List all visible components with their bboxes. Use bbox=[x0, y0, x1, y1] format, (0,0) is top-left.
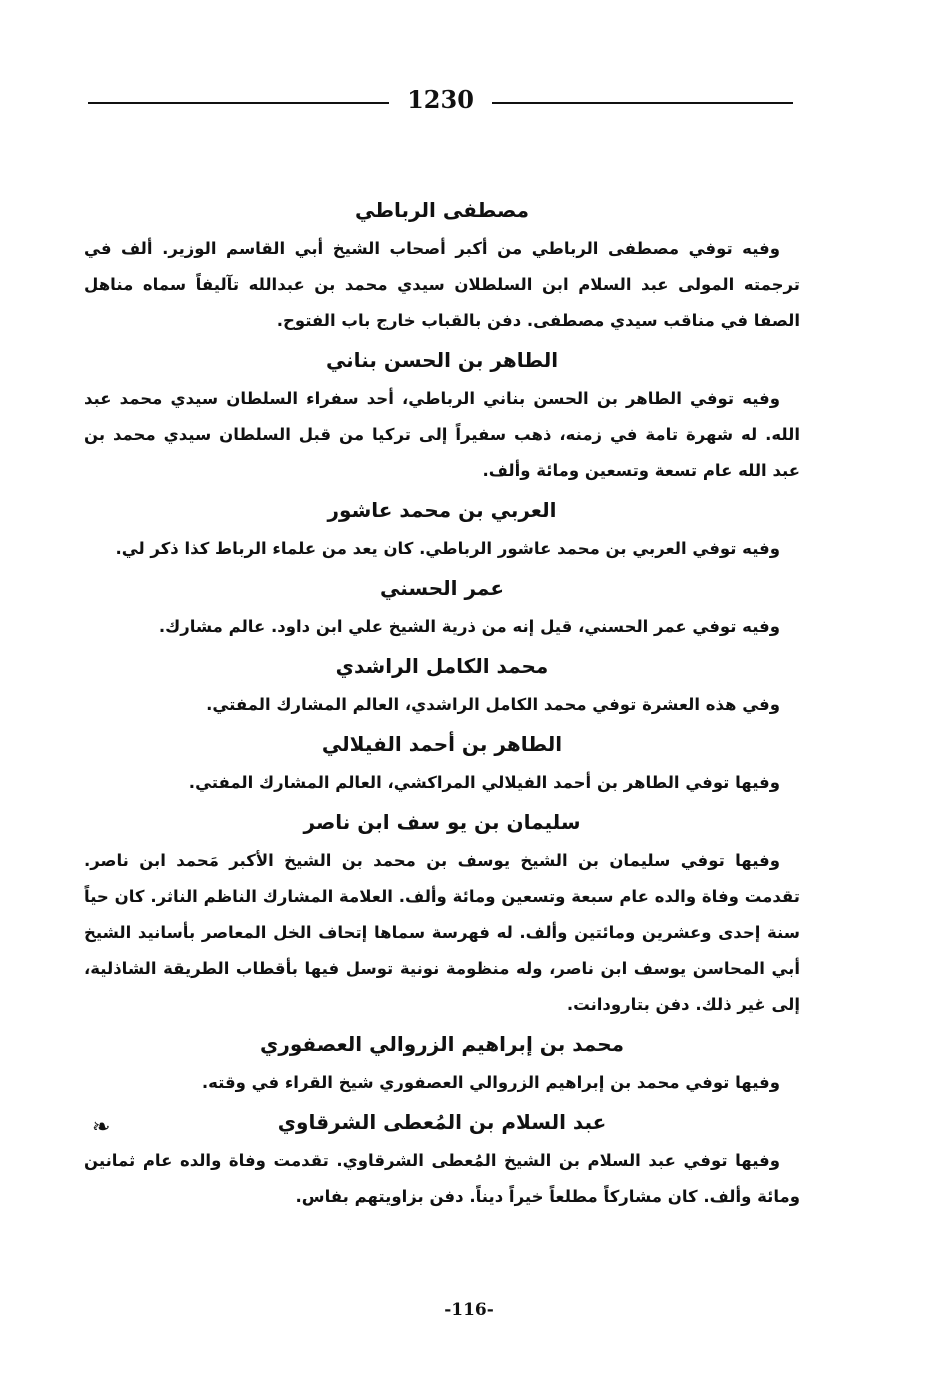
entry-heading: عبد السلام بن المُعطى الشرقاوي bbox=[277, 1110, 607, 1134]
entry-text: وفيها توفي الطاهر بن أحمد الفيلالي المراكشي، العالم المشارك المفتي. bbox=[188, 773, 780, 792]
entry-text: وفيه توفي مصطفى الرباطي من أكبر أصحاب الشيخ أبي القاسم الوزير. ألف في ترجمته المولى عبد السلام ابن السلطلان سيدي محمد بن عبدالله تآليفاً سماه مناهل الصفا في مناقب سيدي مصطفى. دفن بالقباب خارج باب الفتوح. bbox=[84, 239, 800, 330]
year-number: 1230 bbox=[407, 85, 474, 114]
header-rule-right bbox=[492, 102, 793, 104]
entry-heading: العربي بن محمد عاشور bbox=[327, 498, 557, 522]
header-rule-left bbox=[88, 102, 389, 104]
entry-heading: محمد الكامل الراشدي bbox=[335, 654, 549, 678]
entry-heading: الطاهر بن أحمد الفيلالي bbox=[321, 732, 563, 756]
entry-heading: محمد بن إبراهيم الزروالي العصفوري bbox=[260, 1032, 624, 1056]
entry-text: وفيه توفي الطاهر بن الحسن بناني الرباطي، أحد سفراء السلطان سيدي محمد عبد الله. له شهرة تامة في زمنه، ذهب سفيراً إلى تركيا من قبل السلطان سيدي محمد بن عبد الله عام تسعة وتسعين ومائة وألف. bbox=[84, 389, 800, 480]
entry-text: وفيها توفي محمد بن إبراهيم الزروالي العصفوري شيخ القراء في وقته. bbox=[201, 1073, 780, 1092]
section-end-ornament: ❧ bbox=[92, 1115, 111, 1140]
entry-text: وفيه توفي عمر الحسني، قيل إنه من ذرية الشيخ علي ابن داود. عالم مشارك. bbox=[158, 617, 780, 636]
entry-heading: مصطفى الرباطي bbox=[354, 198, 530, 222]
entry-text: وفيها توفي عبد السلام بن الشيخ المُعطى الشرقاوي. تقدمت وفاة والده عام ثمانين ومائة وألف. كان مشاركاً مطلعاً خيراً ديناً. دفن بزاويتهم بفاس. bbox=[84, 1151, 800, 1206]
page-number: -116- bbox=[444, 1300, 494, 1320]
entry-heading: عمر الحسني bbox=[379, 576, 504, 600]
entry-heading: الطاهر بن الحسن بناني bbox=[325, 348, 559, 372]
entry-text: وفي هذه العشرة توفي محمد الكامل الراشدي، العالم المشارك المفتي. bbox=[206, 695, 780, 714]
year-header bbox=[88, 80, 793, 120]
entry-text: وفيه توفي العربي بن محمد عاشور الرباطي. كان يعد من علماء الرباط كذا ذكر لي. bbox=[115, 539, 780, 558]
entries bbox=[84, 195, 800, 1221]
entry-heading: سليمان بن يو سف ابن ناصر bbox=[303, 810, 581, 834]
entry-text: وفيها توفي سليمان بن الشيخ يوسف بن محمد بن الشيخ الأكبر مَحمد ابن ناصر. تقدمت وفاة والده عام سبعة وتسعين ومائة وألف. العلامة المشارك الناظم الناثر. كان حياً سنة إحدى وعشرين ومائتين وألف. له فهرسة سماها إتحاف الخل المعاصر بأسانيد الشيخ أبي المحاسن يوسف ابن ناصر، وله منظومة نونية توسل فيها بأقطاب الطريقة الشاذلية، إلى غير ذلك. دفن بتارودانت. bbox=[84, 851, 800, 1014]
